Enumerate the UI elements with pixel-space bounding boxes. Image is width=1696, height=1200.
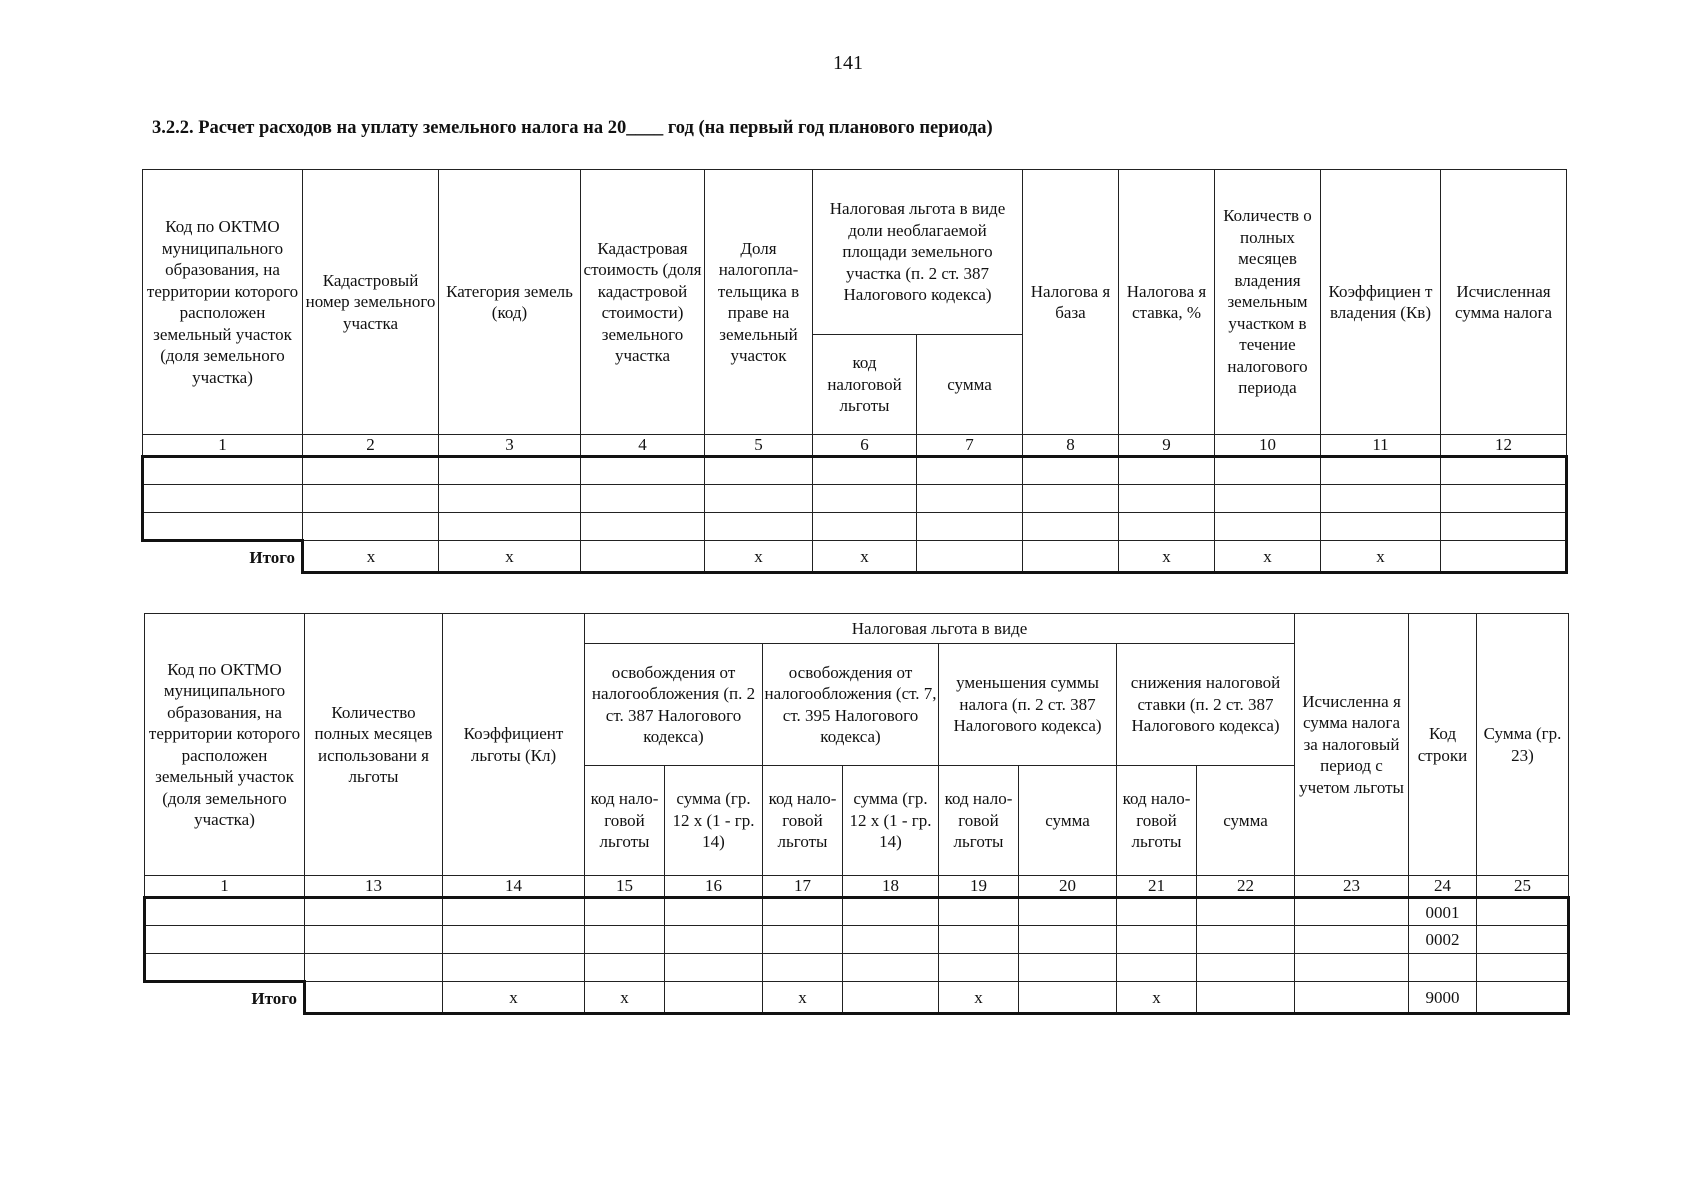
table-cell[interactable] [1119, 485, 1215, 513]
header-tax-reduction: уменьшения суммы налога (п. 2 ст. 387 Налогового кодекса) [939, 644, 1117, 766]
table-cell[interactable] [1477, 898, 1569, 926]
table-cell[interactable] [1477, 954, 1569, 982]
column-number: 24 [1409, 876, 1477, 898]
column-number: 9 [1119, 435, 1215, 457]
column-numbers-row [143, 435, 1567, 457]
table-cell[interactable] [1197, 954, 1295, 982]
table-cell[interactable] [1441, 485, 1567, 513]
table-cell[interactable] [813, 457, 917, 485]
header-benefit-coefficient: Коэффициент льготы (Кл) [443, 614, 585, 876]
table-cell[interactable] [1295, 954, 1409, 982]
total-cell[interactable] [1295, 982, 1409, 1014]
table-cell[interactable] [585, 926, 665, 954]
total-cell: x [763, 982, 843, 1014]
table-cell[interactable] [1441, 513, 1567, 541]
column-number: 14 [443, 876, 585, 898]
column-number: 15 [585, 876, 665, 898]
header-land-category: Категория земель (код) [439, 170, 581, 435]
table-cell[interactable] [303, 457, 439, 485]
header-benefit-months: Количество полных месяцев использовани я льготы [305, 614, 443, 876]
table-cell[interactable] [939, 954, 1019, 982]
column-number: 23 [1295, 876, 1409, 898]
table-cell[interactable] [585, 954, 665, 982]
header-benefit-sum: сумма [1019, 766, 1117, 876]
total-cell: x [1321, 541, 1441, 573]
total-cell[interactable] [843, 982, 939, 1014]
header-exemption-395: освобождения от налогообложения (ст. 7, ст. 395 Налогового кодекса) [763, 644, 939, 766]
table-cell[interactable] [443, 898, 585, 926]
table-cell[interactable] [143, 457, 303, 485]
header-benefit-code: код нало-говой льготы [939, 766, 1019, 876]
column-number: 11 [1321, 435, 1441, 457]
header-ownership-months: Количеств о полных месяцев владения земельным участком в течение налогового периода [1215, 170, 1321, 435]
total-cell: x [813, 541, 917, 573]
header-benefit-code: код налоговой льготы [813, 335, 917, 435]
total-row [145, 982, 1569, 1014]
column-number: 16 [665, 876, 763, 898]
line-code-cell: 0001 [1409, 898, 1477, 926]
table-row [143, 457, 1567, 485]
table-cell[interactable] [1019, 926, 1117, 954]
table-cell[interactable] [1019, 954, 1117, 982]
total-cell[interactable] [1441, 541, 1567, 573]
header-benefit-sum: сумма (гр. 12 x (1 - гр. 14) [665, 766, 763, 876]
total-cell: x [443, 982, 585, 1014]
table-cell[interactable] [1119, 457, 1215, 485]
page-number: 141 [833, 52, 863, 74]
column-numbers-row [145, 876, 1569, 898]
total-line-code: 9000 [1409, 982, 1477, 1014]
table-cell[interactable] [665, 954, 763, 982]
column-number: 6 [813, 435, 917, 457]
column-number: 3 [439, 435, 581, 457]
total-cell[interactable] [917, 541, 1023, 573]
table-cell[interactable] [1197, 926, 1295, 954]
header-line-code: Код строки [1409, 614, 1477, 876]
table-cell[interactable] [813, 485, 917, 513]
column-number: 21 [1117, 876, 1197, 898]
table-cell[interactable] [705, 457, 813, 485]
table-cell[interactable] [581, 485, 705, 513]
column-number: 2 [303, 435, 439, 457]
column-number: 13 [305, 876, 443, 898]
table-cell[interactable] [143, 513, 303, 541]
table-cell[interactable] [1441, 457, 1567, 485]
table-cell[interactable] [1197, 898, 1295, 926]
table-cell[interactable] [439, 457, 581, 485]
header-cadastral-number: Кадастровый номер земельного участка [303, 170, 439, 435]
total-cell[interactable] [665, 982, 763, 1014]
land-tax-table-1 [141, 169, 1568, 574]
table-cell[interactable] [145, 926, 305, 954]
table-cell[interactable] [843, 898, 939, 926]
table-cell[interactable] [303, 513, 439, 541]
table-cell[interactable] [917, 513, 1023, 541]
column-number: 10 [1215, 435, 1321, 457]
table-cell[interactable] [763, 954, 843, 982]
table-cell[interactable] [1295, 926, 1409, 954]
table-cell[interactable] [1023, 513, 1119, 541]
table-cell[interactable] [439, 513, 581, 541]
total-label: Итого [251, 988, 297, 1008]
table-cell[interactable] [939, 926, 1019, 954]
table-cell[interactable] [1117, 898, 1197, 926]
total-cell: x [439, 541, 581, 573]
column-number: 17 [763, 876, 843, 898]
total-cell[interactable] [1023, 541, 1119, 573]
header-benefit-sum: сумма [1197, 766, 1295, 876]
table-cell[interactable] [439, 485, 581, 513]
table-cell[interactable] [305, 898, 443, 926]
header-calculated-tax: Исчисленная сумма налога [1441, 170, 1567, 435]
table-cell[interactable] [917, 457, 1023, 485]
table-cell[interactable] [1321, 485, 1441, 513]
table-cell[interactable] [705, 485, 813, 513]
column-number: 8 [1023, 435, 1119, 457]
header-tax-benefit-group: Налоговая льгота в виде [585, 614, 1295, 644]
total-row [143, 541, 1567, 573]
header-benefit-sum: сумма [917, 335, 1023, 435]
column-number: 4 [581, 435, 705, 457]
table-cell[interactable] [145, 954, 305, 982]
header-tax-rate: Налогова я ставка, % [1119, 170, 1215, 435]
table-cell[interactable] [917, 485, 1023, 513]
header-sum-gr23: Сумма (гр. 23) [1477, 614, 1569, 876]
table-cell[interactable] [585, 898, 665, 926]
column-number: 18 [843, 876, 939, 898]
table-row [145, 898, 1569, 926]
table-cell[interactable] [305, 926, 443, 954]
header-oktmo-code: Код по ОКТМО муниципального образования, на территории которого расположен земельный участок (доля земельного участка) [145, 614, 305, 876]
section-heading: 3.2.2. Расчет расходов на уплату земельного налога на 20____ год (на первый год планового периода) [152, 118, 993, 138]
header-oktmo-code: Код по ОКТМО муниципального образования, на территории которого расположен земельный участок (доля земельного участка) [143, 170, 303, 435]
table-cell[interactable] [1477, 926, 1569, 954]
table-row [143, 485, 1567, 513]
column-number: 20 [1019, 876, 1117, 898]
total-cell: x [303, 541, 439, 573]
table-cell[interactable] [443, 926, 585, 954]
table-cell[interactable] [581, 513, 705, 541]
table-cell[interactable] [443, 954, 585, 982]
table-row [145, 954, 1569, 982]
total-cell[interactable] [1477, 982, 1569, 1014]
header-exemption-387: освобождения от налогообложения (п. 2 ст. 387 Налогового кодекса) [585, 644, 763, 766]
table-cell[interactable] [763, 898, 843, 926]
header-benefit-code: код нало-говой льготы [585, 766, 665, 876]
land-tax-table-2 [143, 613, 1570, 1015]
column-number: 5 [705, 435, 813, 457]
header-benefit-code: код нало-говой льготы [1117, 766, 1197, 876]
table-cell[interactable] [1215, 513, 1321, 541]
table-cell[interactable] [581, 457, 705, 485]
total-cell: x [939, 982, 1019, 1014]
table-cell[interactable] [1215, 485, 1321, 513]
header-calculated-tax-with-benefit: Исчисленна я сумма налога за налоговый период с учетом льготы [1295, 614, 1409, 876]
header-ownership-coefficient: Коэффициен т владения (Кв) [1321, 170, 1441, 435]
header-cadastral-value: Кадастровая стоимость (доля кадастровой стоимости) земельного участка [581, 170, 705, 435]
table-cell[interactable] [1023, 485, 1119, 513]
table-cell[interactable] [143, 485, 303, 513]
total-cell: x [585, 982, 665, 1014]
table-cell[interactable] [939, 898, 1019, 926]
table-cell[interactable] [1117, 926, 1197, 954]
table-cell[interactable] [303, 485, 439, 513]
total-label: Итого [249, 547, 295, 567]
column-number: 1 [143, 435, 303, 457]
total-cell[interactable] [581, 541, 705, 573]
table-cell[interactable] [1019, 898, 1117, 926]
table-cell[interactable] [813, 513, 917, 541]
table-cell[interactable] [305, 954, 443, 982]
total-cell[interactable] [1197, 982, 1295, 1014]
table-row [145, 926, 1569, 954]
table-cell[interactable] [1321, 513, 1441, 541]
table-cell[interactable] [1119, 513, 1215, 541]
table-cell[interactable] [1295, 898, 1409, 926]
total-cell: x [1119, 541, 1215, 573]
table-cell[interactable] [665, 926, 763, 954]
table-cell[interactable] [705, 513, 813, 541]
column-number: 25 [1477, 876, 1569, 898]
total-cell[interactable] [1019, 982, 1117, 1014]
table-cell[interactable] [1215, 457, 1321, 485]
line-code-cell: 0002 [1409, 926, 1477, 954]
header-benefit-code: код нало-говой льготы [763, 766, 843, 876]
table-cell[interactable] [843, 926, 939, 954]
table-cell[interactable] [763, 926, 843, 954]
table-cell[interactable] [1117, 954, 1197, 982]
header-rate-reduction: снижения налоговой ставки (п. 2 ст. 387 Налогового кодекса) [1117, 644, 1295, 766]
column-number: 1 [145, 876, 305, 898]
column-number: 7 [917, 435, 1023, 457]
column-number: 12 [1441, 435, 1567, 457]
table-cell[interactable] [665, 898, 763, 926]
header-tax-benefit-area: Налоговая льгота в виде доли необлагаемой площади земельного участка (п. 2 ст. 387 Налогового кодекса) [813, 170, 1023, 335]
table-cell[interactable] [145, 898, 305, 926]
total-cell: x [1117, 982, 1197, 1014]
table-cell[interactable] [843, 954, 939, 982]
line-code-cell [1409, 954, 1477, 982]
total-cell[interactable] [305, 982, 443, 1014]
header-taxpayer-share: Доля налогопла-тельщика в праве на земельный участок [705, 170, 813, 435]
table-cell[interactable] [1321, 457, 1441, 485]
column-number: 19 [939, 876, 1019, 898]
table-cell[interactable] [1023, 457, 1119, 485]
total-cell: x [705, 541, 813, 573]
header-benefit-sum: сумма (гр. 12 x (1 - гр. 14) [843, 766, 939, 876]
total-cell: x [1215, 541, 1321, 573]
table-row [143, 513, 1567, 541]
header-tax-base: Налогова я база [1023, 170, 1119, 435]
column-number: 22 [1197, 876, 1295, 898]
